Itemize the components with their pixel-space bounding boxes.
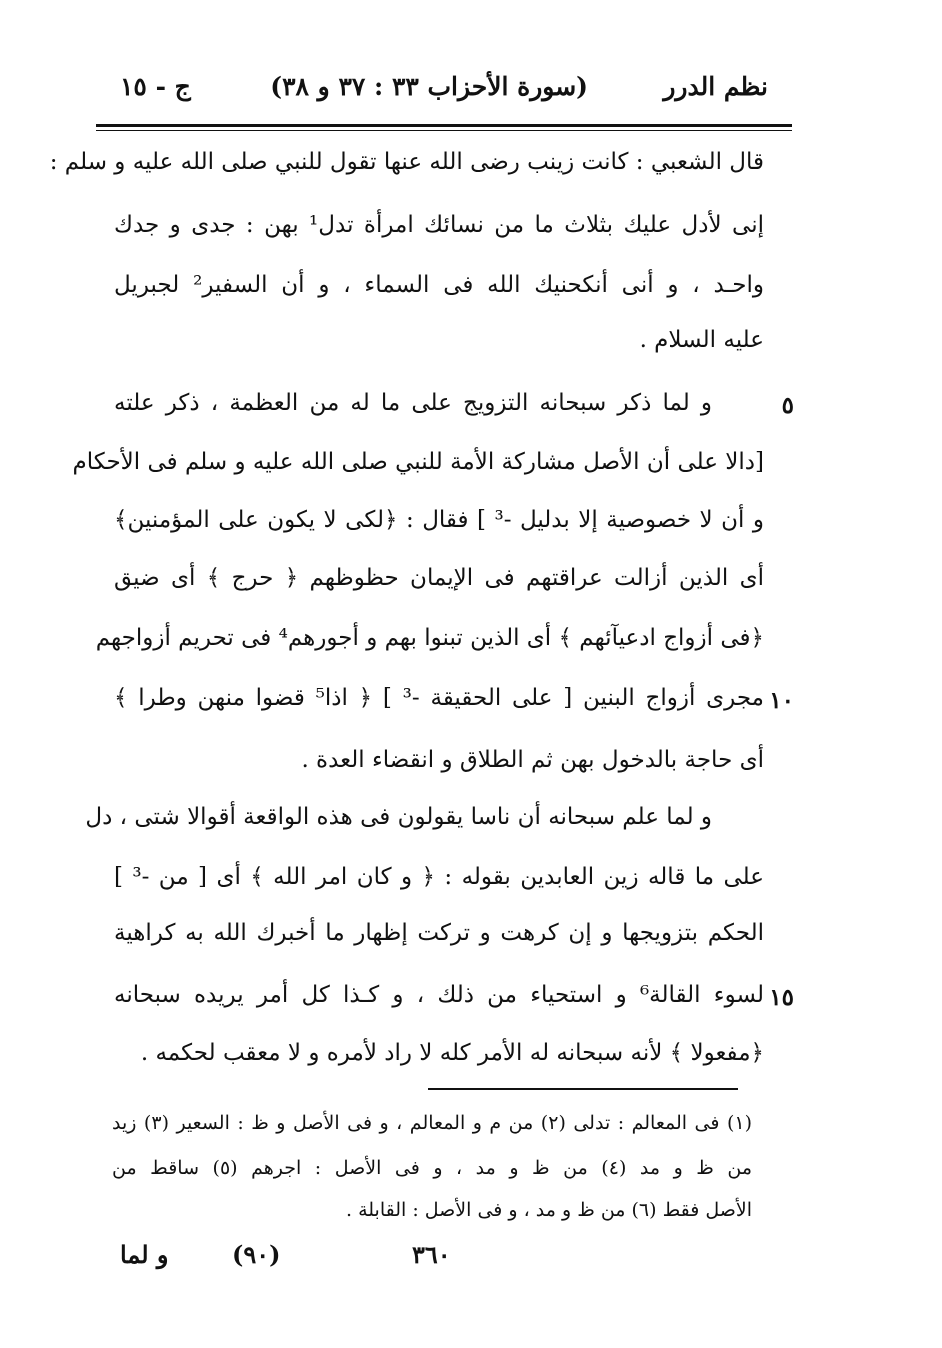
line-number: ١٥ <box>769 984 794 1011</box>
text-line: ﴿مفعولا ﴾ لأنه سبحانه له الأمر كله لا راد لأمره و لا معقب لحكمه . <box>140 1040 764 1066</box>
footnote-rule <box>428 1088 738 1090</box>
text-line: ﴿فى أزواج ادعيآئهم ﴾ أى الذين تبنوا بهم و أجورهم⁴ فى تحريم أزواجهم <box>95 625 764 651</box>
original-page-number: (٩٠) <box>232 1240 281 1269</box>
text-line: أى حاجة بالدخول بهن ثم الطلاق و انقضاء العدة . <box>301 747 764 773</box>
text-line: لسوء القالة⁶ و استحياء من ذلك ، و كـذا كل أمر يريده سبحانه <box>114 982 764 1008</box>
text-line: على ما قاله زين العابدين بقوله : ﴿ و كان امر الله ﴾ أى [ من -³ ] <box>114 864 764 890</box>
header-rule-thin <box>96 130 792 131</box>
book-title: نظم الدرر <box>663 72 768 101</box>
text-line: مجرى أزواج البنين [ على الحقيقة -³ ] ﴿ اذا⁵ قضوا منهن وطرا ﴾ <box>114 685 765 711</box>
text-line: عليه السلام . <box>639 327 764 353</box>
volume-label: ج - ١٥ <box>120 72 191 101</box>
text-line: و أن لا خصوصية إلا بدليل -³ ] فقال : ﴿لكى لا يكون على المؤمنين﴾ <box>114 507 764 533</box>
text-line: و لما علم سبحانه أن ناسا يقولون فى هذه الواقعة أقوالا شتى ، دل <box>85 804 712 830</box>
text-line: إنى لأدل عليك بثلاث ما من نسائك امرأة تدل¹ بهن : جدى و جدك <box>114 212 764 238</box>
surah-range: (سورة الأحزاب ٣٣ : ٣٧ و ٣٨) <box>270 72 588 101</box>
line-number: ١٠ <box>769 687 794 714</box>
text-line: و لما ذكر سبحانه التزويج على ما له من العظمة ، ذكر علته <box>114 390 712 416</box>
text-line: واحـد ، و أنى أنكحنيك الله فى السماء ، و أن السفير² لجبريل <box>114 272 764 298</box>
text-line: الحكم بتزويجها و إن كرهت و تركت إظهار ما أخبرك الله به كراهية <box>114 920 764 946</box>
footnote-line: الأصل فقط (٦) من ظ و مد ، و فى الأصل : القابلة . <box>345 1199 752 1221</box>
text-line: قال الشعبي : كانت زينب رضى الله عنها تقول للنبي صلى الله عليه و سلم : <box>49 149 764 175</box>
text-line: [دالا على أن الأصل مشاركة الأمة للنبي صلى الله عليه و سلم فى الأحكام <box>72 449 764 475</box>
line-number: ٥ <box>781 392 794 419</box>
running-header <box>100 72 768 116</box>
footnote-line: من ظ و مد (٤) من ظ و مد ، و فى الأصل : اجرهم (٥) ساقط من <box>112 1157 752 1179</box>
footnote-line: (١) فى المعالم : تدلى (٢) من م و المعالم ، و فى الأصل و ظ : السعير (٣) زيد <box>112 1112 753 1134</box>
text-line: أى الذين أزالت عراقتهم فى الإيمان حظوظهم ﴿ حرج ﴾ أى ضيق <box>114 565 764 591</box>
header-rule <box>96 124 792 127</box>
catchword: و لما <box>120 1240 169 1269</box>
page-number: ٣٦٠ <box>412 1240 451 1269</box>
